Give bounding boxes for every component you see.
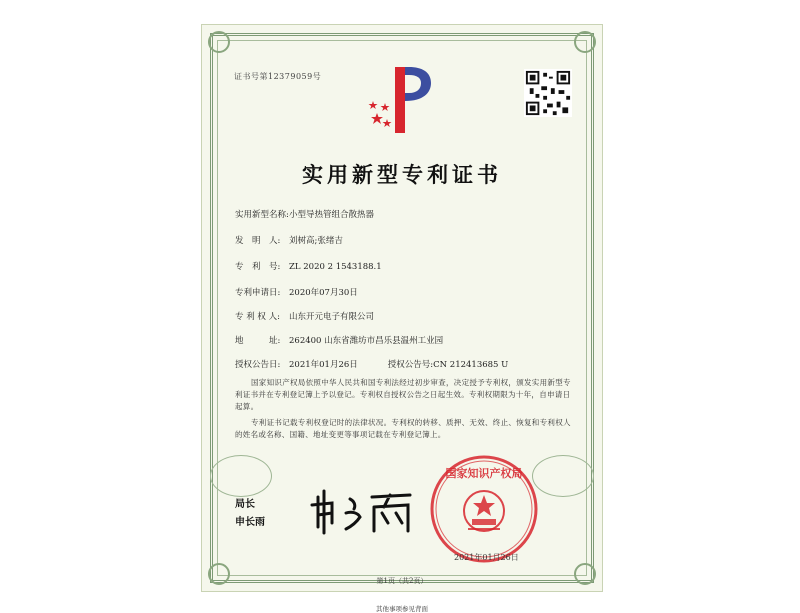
field-value: 刘树高;张绪吉 [289,236,343,246]
director-signature-icon [310,487,430,537]
field-inventor [235,234,343,246]
field-label: 授权公告日: [235,360,281,370]
field-label: 发 明 人: [235,236,281,246]
field-label: 专 利 号: [235,262,281,272]
grant-number-label: 授权公告号: [387,360,434,370]
qr-code-icon [524,69,572,117]
field-value: 262400 山东省潍坊市昌乐县温州工业园 [289,336,444,346]
field-label: 专利申请日: [235,288,281,298]
patent-certificate [201,24,603,613]
field-address [235,334,443,346]
field-value: 山东开元电子有限公司 [289,312,375,322]
certificate-paragraph-1: 国家知识产权局依照中华人民共和国专利法经过初步审查，决定授予专利权，颁发实用新型专利证书并在专利登记簿上予以登记。专利权自授权公告之日起生效。专利权期限为十年，自申请日起算。 [235,378,571,411]
border-ornament [532,455,594,497]
cnipa-logo-icon [365,61,437,139]
grant-number-value: CN 212413685 U [433,360,509,370]
certificate-number: 证书号第12379059号 [234,72,322,81]
border-ornament [210,455,272,497]
field-grant-announcement [235,358,508,370]
page-number: 第1页（共2页） [376,577,428,585]
corner-ornament [208,31,230,53]
other-notice: 其他事项参见背面 [376,605,428,613]
seal-text: 国家知识产权局 [445,467,523,480]
field-patent-number [235,260,382,272]
field-value: ZL 2020 2 1543188.1 [289,262,382,272]
corner-ornament [574,31,596,53]
field-label: 专 利 权 人: [235,312,280,322]
certificate-paragraph-2: 专利证书记载专利权登记时的法律状况。专利权的转移、质押、无效、终止、恢复和专利权人的姓名或名称、国籍、地址变更等事项记载在专利登记簿上。 [235,418,571,439]
field-value: 2021年01月26日 [289,360,358,370]
certificate-title: 实用新型专利证书 [302,163,502,187]
official-seal-icon [428,453,540,565]
field-label: 地 址: [235,336,281,346]
field-value: 2020年07月30日 [289,288,358,298]
director-title: 局长 [235,499,255,510]
field-label: 实用新型名称: [235,210,289,220]
field-utility-model-name [235,208,374,220]
director-name: 申长雨 [235,517,265,528]
field-value: 小型导热管组合散热器 [289,210,375,220]
seal-date: 2021年01月26日 [454,553,519,562]
field-patentee [235,310,374,322]
field-application-date [235,286,358,298]
